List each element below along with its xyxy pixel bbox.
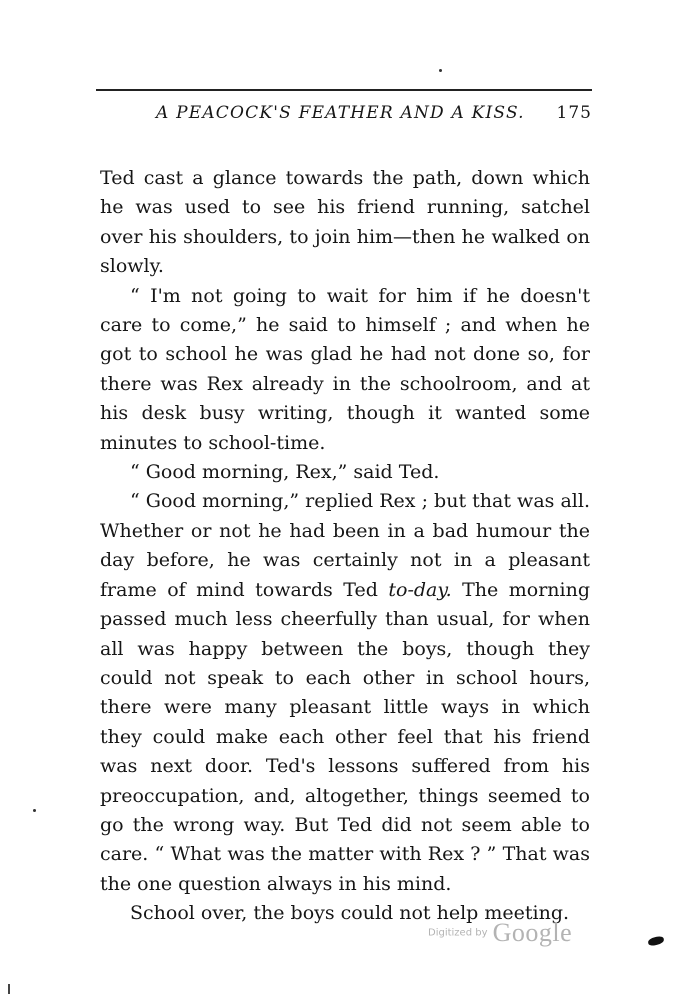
digitized-watermark	[428, 918, 572, 948]
paragraph-4	[100, 487, 590, 899]
page-number: 175	[556, 103, 592, 123]
running-title: A PEACOCK'S FEATHER AND A KISS.	[156, 103, 525, 123]
body-text	[100, 164, 590, 929]
margin-tick	[8, 984, 10, 994]
paragraph-2: “ I'm not going to wait for him if he doesn't care to come,” he said to himself ; and when he got to school he was glad he had not done so, for there was Rex already in the schoolroom, and at his desk busy writing, though it wanted some minutes to school-time.	[100, 284, 590, 454]
page-header	[96, 103, 592, 129]
paragraph-5: School over, the boys could not help meeting.	[130, 902, 570, 925]
header-rule	[96, 89, 592, 91]
watermark-prefix: Digitized by	[428, 927, 488, 939]
google-logo: Google	[492, 918, 573, 947]
paragraph-4-text-a: “ Good morning,” replied Rex ; but that was all. Whether or not he had been in a bad humour the day before, he was certainly not in a pleasant frame of mind towards Ted	[100, 490, 590, 601]
paragraph-3: “ Good morning, Rex,” said Ted.	[130, 461, 440, 484]
stray-dot	[33, 809, 36, 812]
paragraph-4-emphasis: to-day.	[388, 578, 452, 601]
ink-mark	[647, 935, 664, 946]
stray-dot	[439, 69, 442, 72]
paragraph-1: Ted cast a glance towards the path, down which he was used to see his friend running, satchel over his shoulders, to join him—then he walked on slowly.	[100, 167, 590, 278]
paragraph-4-text-b: The morning passed much less cheerfully than usual, for when all was happy between the boys, though they could not speak to each other in school hours, there were many pleasant little ways in which they could make each other feel that his friend was next door. Ted's lessons suffered from his preoccupation, and, altogether, things seemed to go the wrong way. But Ted did not seem able to care. “ What was the matter with Rex ? ” That was the one question always in his mind.	[100, 578, 590, 895]
